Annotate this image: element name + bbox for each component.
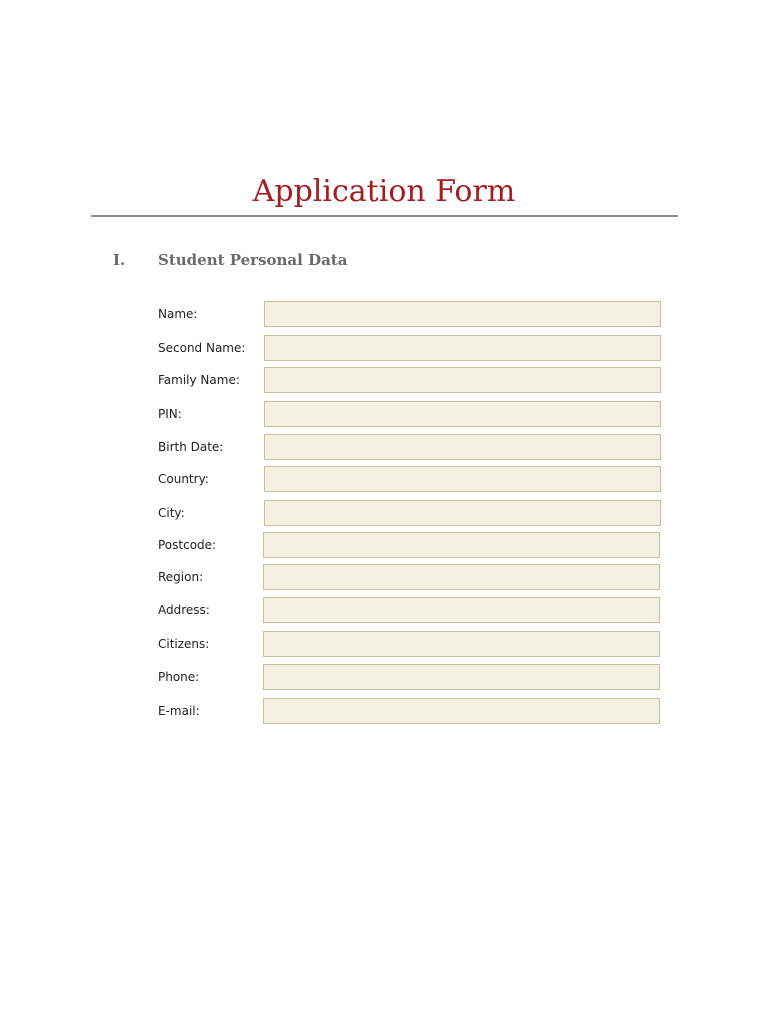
birth-date-label: Birth Date: bbox=[158, 440, 224, 454]
name-input[interactable] bbox=[264, 301, 661, 327]
field-row-name bbox=[158, 301, 662, 327]
name-label: Name: bbox=[158, 307, 198, 321]
field-row-city bbox=[158, 500, 662, 526]
city-input[interactable] bbox=[264, 500, 661, 526]
field-row-region bbox=[158, 564, 662, 590]
address-label: Address: bbox=[158, 603, 210, 617]
city-label: City: bbox=[158, 506, 185, 520]
section-number: I. bbox=[113, 251, 126, 269]
country-input[interactable] bbox=[264, 466, 661, 492]
citizens-label: Citizens: bbox=[158, 637, 210, 651]
field-row-pin bbox=[158, 401, 662, 427]
field-row-family-name bbox=[158, 367, 662, 393]
field-row-citizens bbox=[158, 631, 662, 657]
pin-input[interactable] bbox=[264, 401, 661, 427]
field-row-country bbox=[158, 466, 662, 492]
field-row-address bbox=[158, 597, 662, 623]
region-label: Region: bbox=[158, 570, 204, 584]
email-label: E-mail: bbox=[158, 704, 200, 718]
title-divider bbox=[91, 215, 678, 217]
country-label: Country: bbox=[158, 472, 209, 486]
field-row-phone bbox=[158, 664, 662, 690]
family-name-label: Family Name: bbox=[158, 373, 240, 387]
email-input[interactable] bbox=[263, 698, 660, 724]
birth-date-input[interactable] bbox=[264, 434, 661, 460]
postcode-input[interactable] bbox=[263, 532, 660, 558]
second-name-label: Second Name: bbox=[158, 341, 246, 355]
section-title: Student Personal Data bbox=[158, 251, 348, 269]
address-input[interactable] bbox=[263, 597, 660, 623]
phone-label: Phone: bbox=[158, 670, 200, 684]
page-title: Application Form bbox=[252, 174, 516, 209]
citizens-input[interactable] bbox=[263, 631, 660, 657]
field-row-postcode bbox=[158, 532, 662, 558]
field-row-second-name bbox=[158, 335, 662, 361]
field-row-email bbox=[158, 698, 662, 724]
pin-label: PIN: bbox=[158, 407, 182, 421]
second-name-input[interactable] bbox=[264, 335, 661, 361]
phone-input[interactable] bbox=[263, 664, 660, 690]
family-name-input[interactable] bbox=[264, 367, 661, 393]
region-input[interactable] bbox=[263, 564, 660, 590]
field-row-birth-date bbox=[158, 434, 662, 460]
postcode-label: Postcode: bbox=[158, 538, 217, 552]
